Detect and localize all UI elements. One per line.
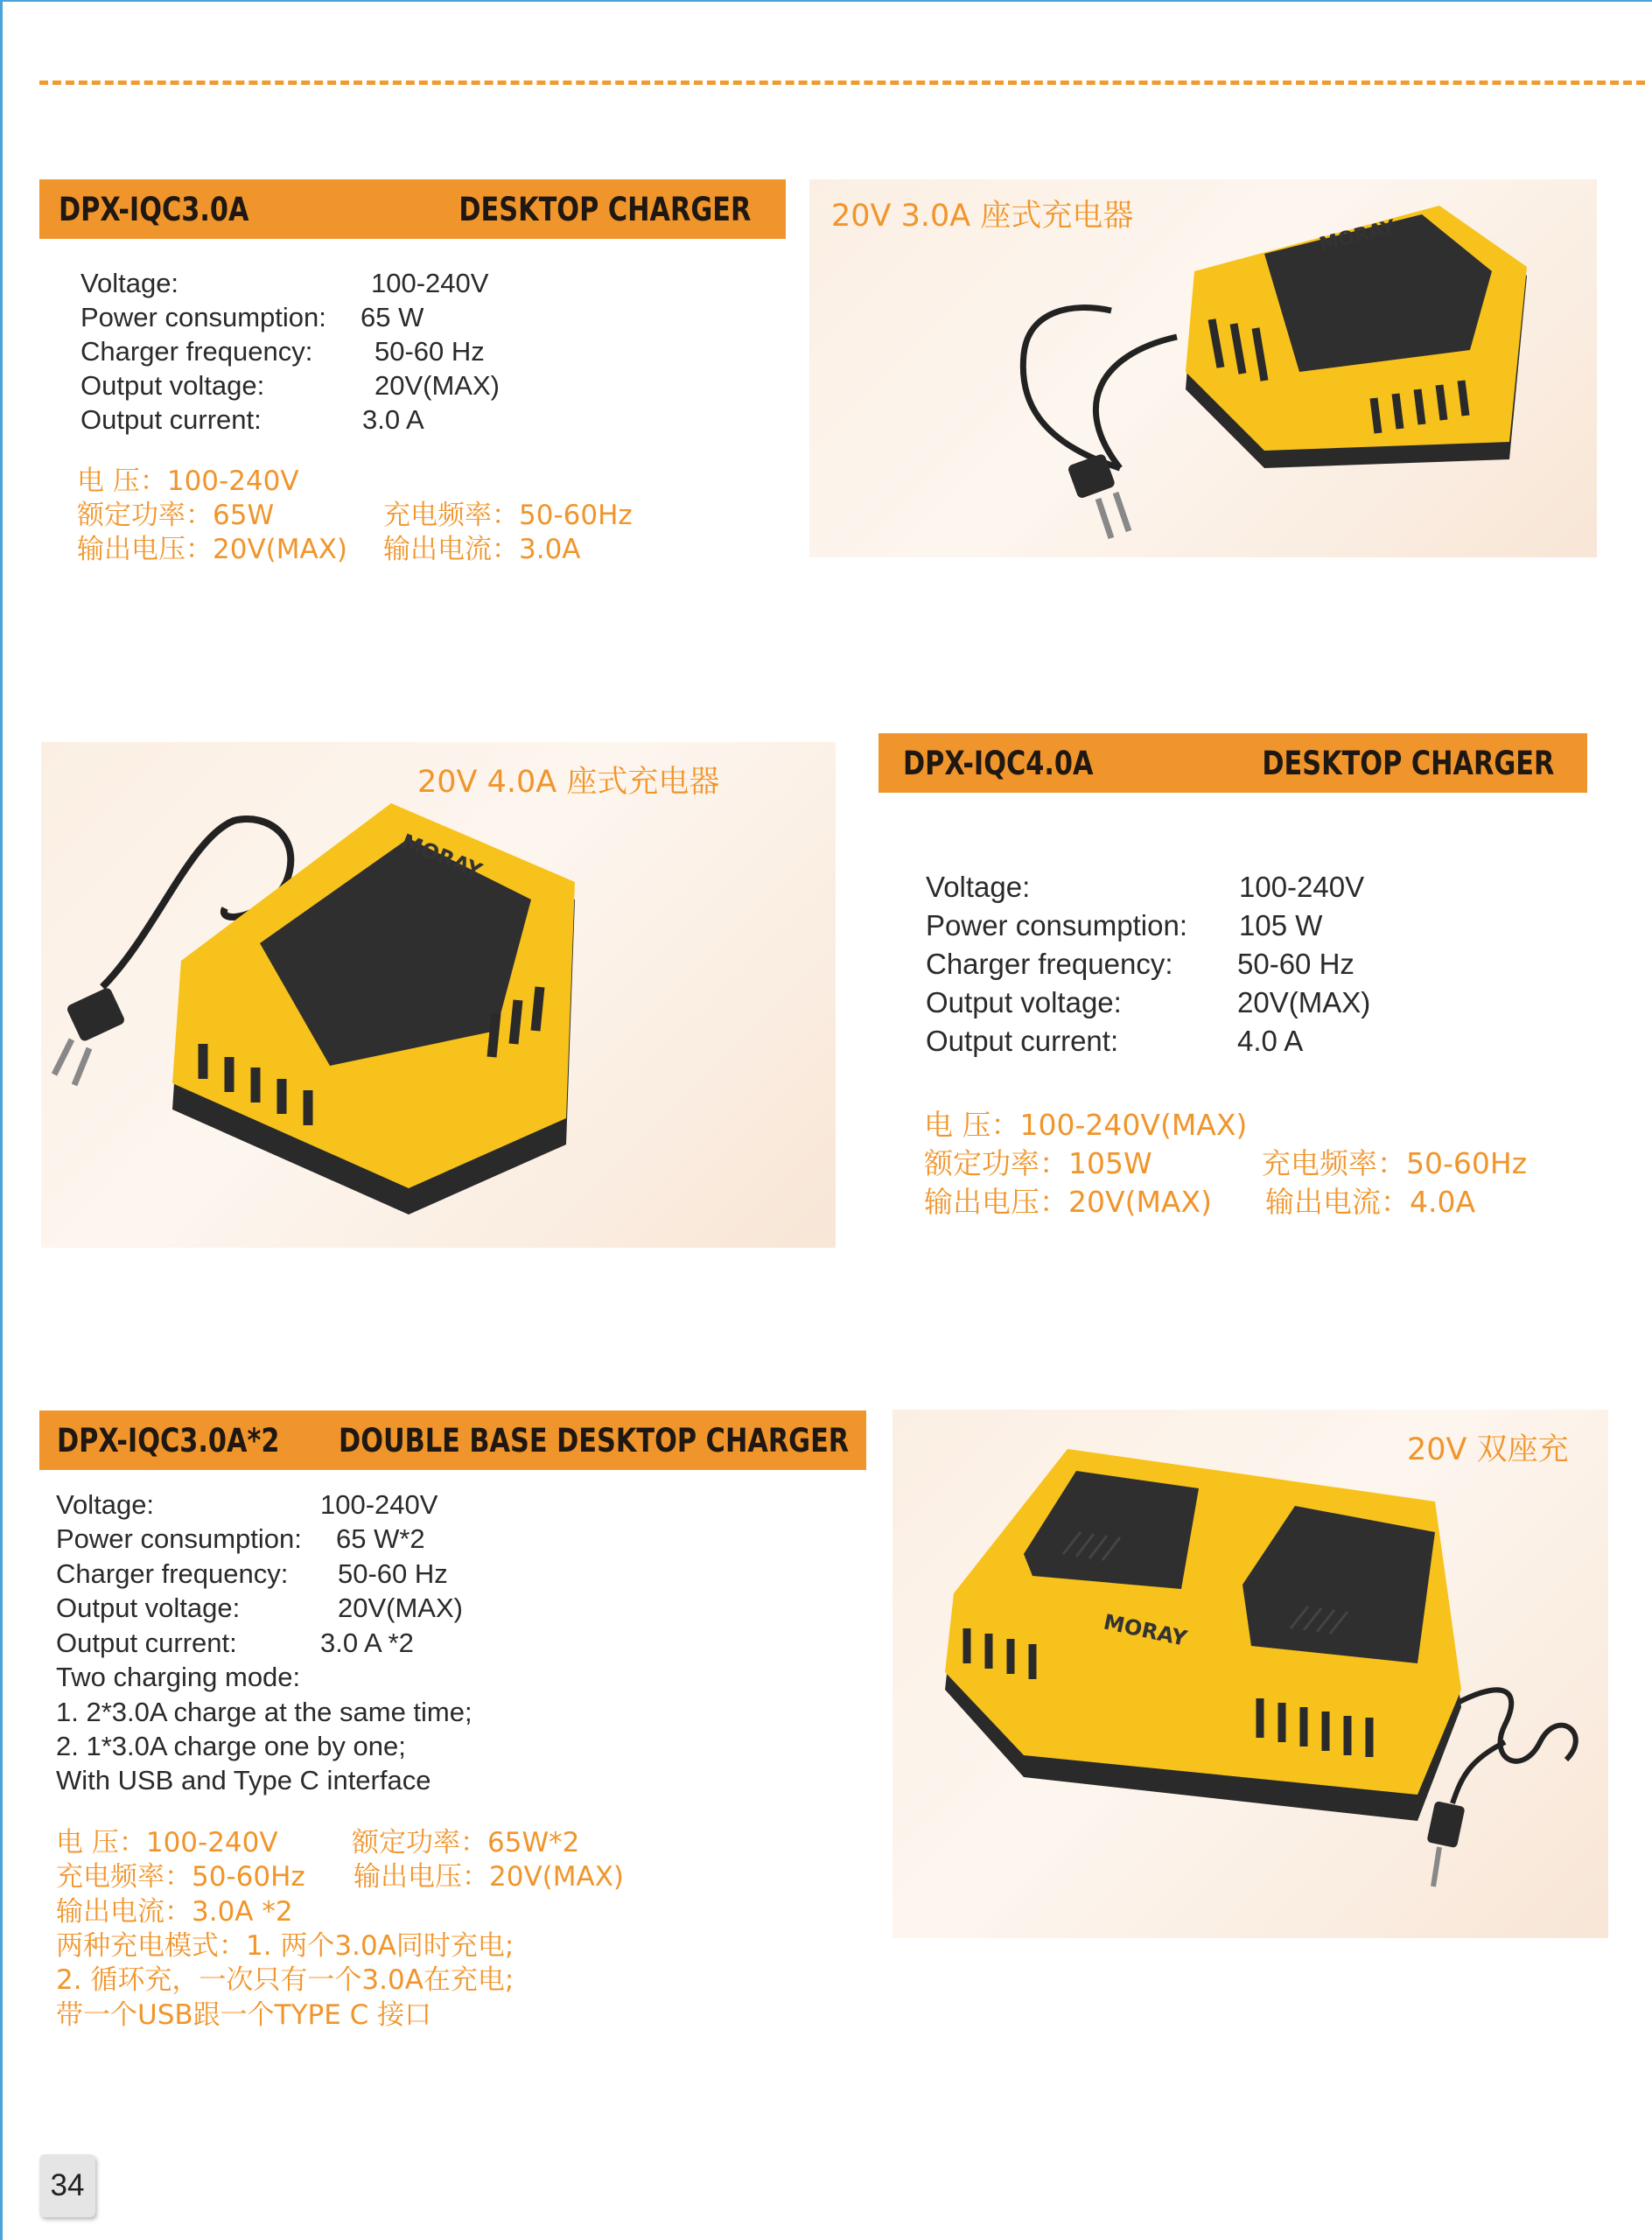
dashed-divider bbox=[39, 80, 1645, 85]
spec-note: 1. 2*3.0A charge at the same time; bbox=[56, 1697, 472, 1727]
spec-note: Two charging mode: bbox=[56, 1662, 301, 1692]
photo-caption: 20V 双座充 bbox=[1407, 1432, 1569, 1467]
spec-label: Voltage: bbox=[926, 871, 1031, 903]
product-title-bar bbox=[39, 1410, 866, 1470]
spec-label: Output voltage: bbox=[926, 986, 1122, 1018]
spec-value: 3.0 A *2 bbox=[320, 1628, 414, 1658]
cn-spec-line: 输出电流：3.0A bbox=[383, 534, 581, 565]
product-model: DPX-IQC4.0A bbox=[903, 744, 1094, 782]
spec-value: 20V(MAX) bbox=[374, 370, 500, 401]
cn-spec-line: 充电频率：50-60Hz bbox=[1262, 1146, 1528, 1180]
spec-value: 4.0 A bbox=[1237, 1025, 1304, 1057]
product-model: DPX-IQC3.0A bbox=[59, 190, 249, 228]
cn-spec-line: 带一个USB跟一个TYPE C 接口 bbox=[56, 1999, 432, 2031]
product-title-bar bbox=[39, 179, 786, 239]
brand-logo: MORAY bbox=[397, 829, 486, 884]
cn-spec-line: 电 压：100-240V bbox=[77, 466, 299, 497]
cn-spec-line: 额定功率：105W bbox=[924, 1146, 1152, 1180]
cn-spec-line: 2. 循环充，一次只有一个3.0A在充电; bbox=[56, 1964, 514, 1996]
spec-label: Output voltage: bbox=[56, 1592, 241, 1623]
spec-label: Power consumption: bbox=[926, 909, 1187, 942]
spec-value: 100-240V bbox=[320, 1489, 438, 1520]
page-frame-left bbox=[0, 0, 3, 2240]
product-photo bbox=[892, 1410, 1608, 1938]
product-kind: DESKTOP CHARGER bbox=[458, 190, 751, 228]
spec-note: With USB and Type C interface bbox=[56, 1765, 431, 1796]
spec-label: Output voltage: bbox=[80, 370, 265, 401]
brand-logo: MORAY bbox=[1317, 216, 1398, 256]
spec-value: 3.0 A bbox=[362, 404, 424, 435]
product-photo bbox=[809, 179, 1597, 557]
spec-value: 100-240V bbox=[1239, 871, 1365, 903]
spec-label: Output current: bbox=[56, 1628, 237, 1658]
photo-caption: 20V 3.0A 座式充电器 bbox=[831, 199, 1134, 234]
charger-illustration bbox=[892, 1410, 1608, 1938]
cn-spec-line: 额定功率：65W*2 bbox=[352, 1827, 580, 1858]
spec-label: Power consumption: bbox=[56, 1523, 302, 1554]
product-model: DPX-IQC3.0A*2 bbox=[57, 1421, 280, 1460]
photo-caption: 20V 4.0A 座式充电器 bbox=[417, 765, 720, 800]
spec-value: 20V(MAX) bbox=[1237, 986, 1371, 1018]
cn-spec-line: 输出电压：20V(MAX) bbox=[77, 534, 348, 565]
cn-spec-line: 额定功率：65W bbox=[77, 500, 275, 531]
spec-label: Voltage: bbox=[56, 1489, 155, 1520]
brand-logo: MORAY bbox=[1101, 1609, 1189, 1651]
product-title-bar bbox=[878, 733, 1587, 793]
spec-value: 20V(MAX) bbox=[338, 1592, 463, 1623]
spec-value: 65 W bbox=[360, 302, 424, 332]
spec-value: 50-60 Hz bbox=[1237, 948, 1354, 980]
spec-note: 2. 1*3.0A charge one by one; bbox=[56, 1731, 406, 1761]
charger-illustration bbox=[809, 179, 1597, 557]
cn-spec-line: 输出电流：4.0A bbox=[1265, 1185, 1476, 1219]
spec-value: 100-240V bbox=[371, 268, 489, 298]
spec-label: Voltage: bbox=[80, 268, 179, 298]
product-kind: DOUBLE BASE DESKTOP CHARGER bbox=[338, 1421, 849, 1460]
cn-spec-line: 两种充电模式：1. 两个3.0A同时充电; bbox=[56, 1930, 514, 1962]
cn-spec-line: 输出电流：3.0A *2 bbox=[56, 1896, 293, 1928]
spec-label: Charger frequency: bbox=[80, 336, 313, 367]
page-frame-top bbox=[0, 0, 1652, 2]
spec-value: 50-60 Hz bbox=[338, 1558, 448, 1589]
cn-spec-line: 充电频率：50-60Hz bbox=[383, 500, 633, 531]
spec-label: Charger frequency: bbox=[56, 1558, 289, 1589]
cn-spec-line: 输出电压：20V(MAX) bbox=[924, 1185, 1212, 1219]
spec-label: Output current: bbox=[80, 404, 262, 435]
cn-spec-line: 电 压：100-240V bbox=[56, 1827, 278, 1858]
cn-spec-line: 充电频率：50-60Hz bbox=[56, 1861, 305, 1893]
charger-illustration bbox=[41, 742, 836, 1248]
product-photo bbox=[41, 742, 836, 1248]
product-kind: DESKTOP CHARGER bbox=[1261, 744, 1554, 782]
spec-value: 50-60 Hz bbox=[374, 336, 485, 367]
spec-value: 105 W bbox=[1239, 909, 1323, 942]
cn-spec-line: 输出电压：20V(MAX) bbox=[354, 1861, 625, 1893]
spec-label: Power consumption: bbox=[80, 302, 326, 332]
spec-label: Charger frequency: bbox=[926, 948, 1173, 980]
spec-label: Output current: bbox=[926, 1025, 1119, 1057]
cn-spec-line: 电 压：100-240V(MAX) bbox=[924, 1108, 1248, 1142]
spec-value: 65 W*2 bbox=[336, 1523, 425, 1554]
page-number: 34 bbox=[39, 2154, 95, 2217]
